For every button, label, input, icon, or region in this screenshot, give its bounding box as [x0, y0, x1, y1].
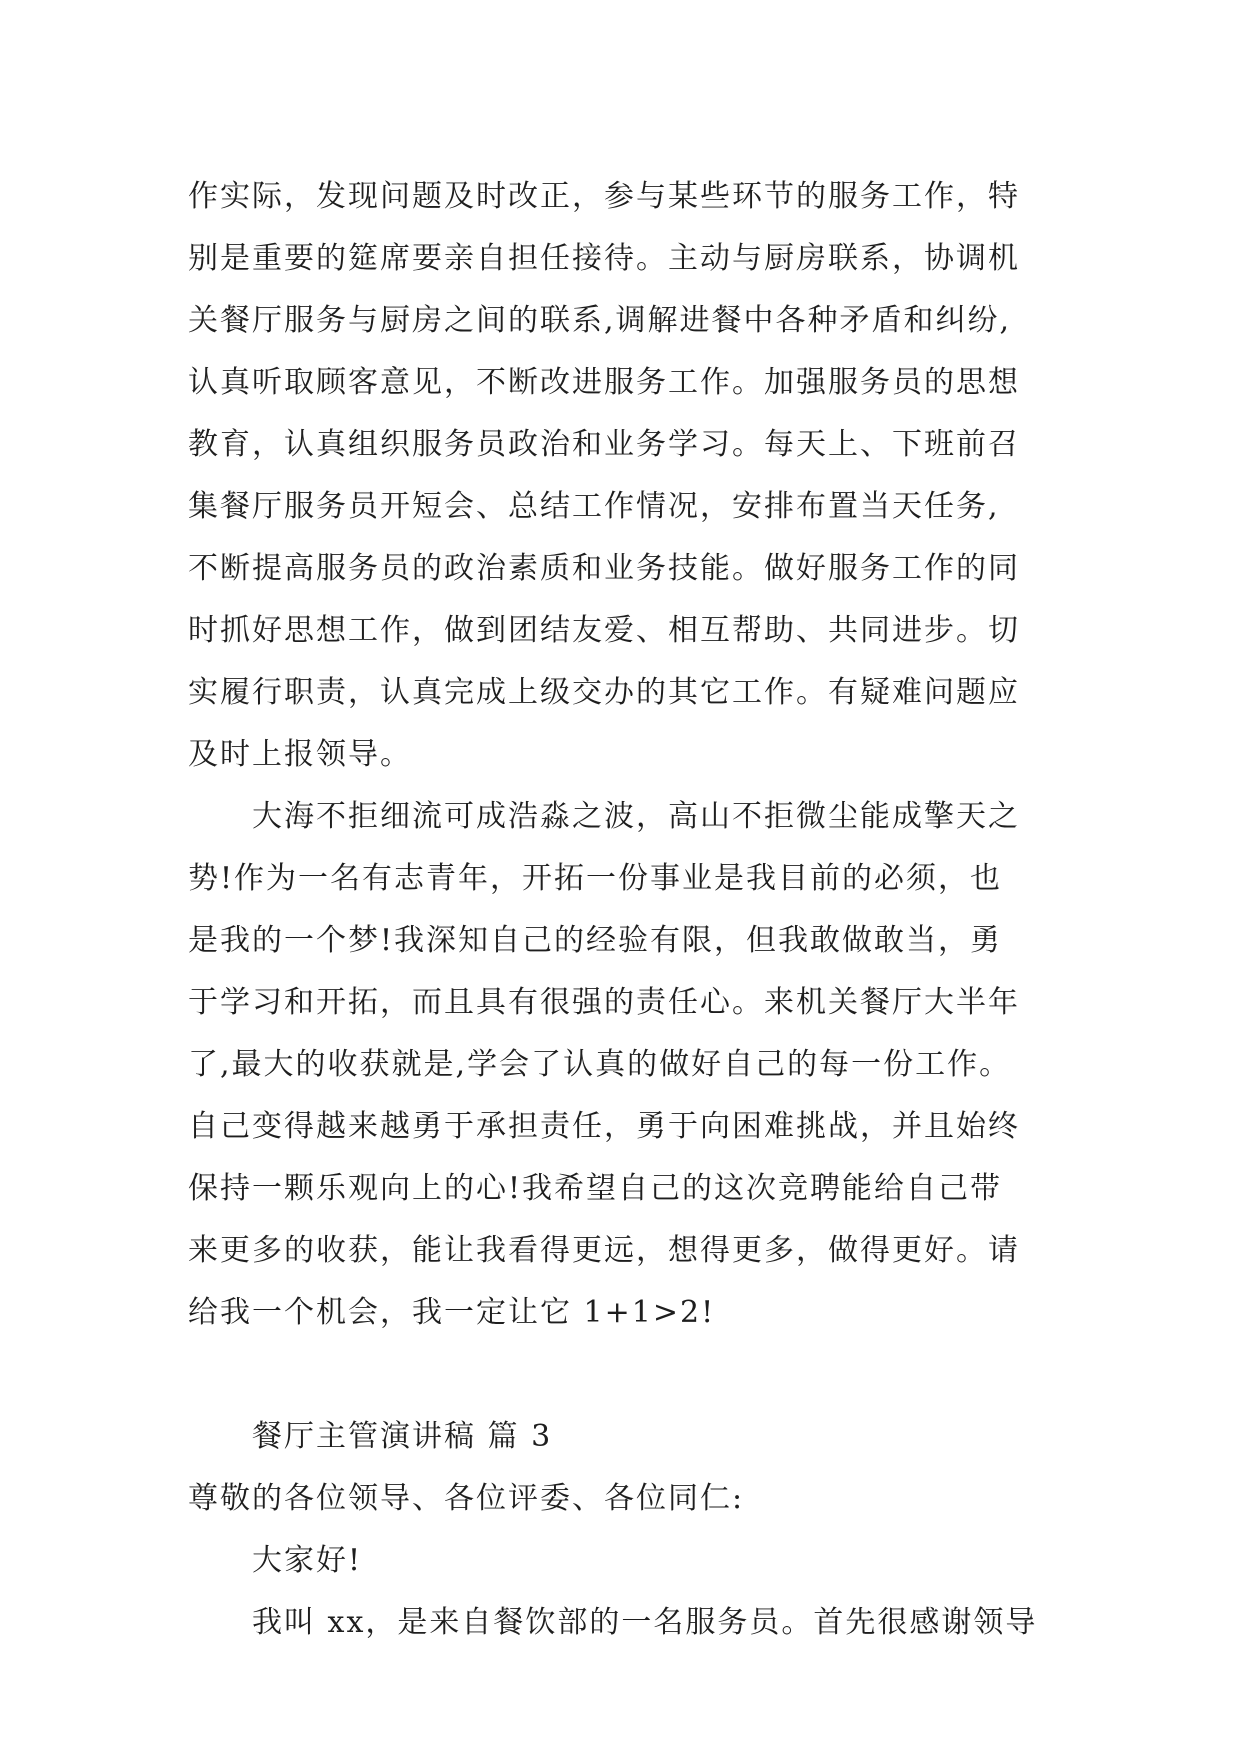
paragraph-line: 教育，认真组织服务员政治和业务学习。每天上、下班前召 [188, 427, 1020, 462]
paragraph-line: 实履行职责，认真完成上级交办的其它工作。有疑难问题应 [188, 675, 1020, 710]
intro-line: 我叫 xx，是来自餐饮部的一名服务员。首先很感谢领导 [252, 1605, 1038, 1640]
paragraph-line: 大海不拒细流可成浩淼之波，高山不拒微尘能成擎天之 [252, 799, 1020, 834]
paragraph-line: 关餐厅服务与厨房之间的联系,调解进餐中各种矛盾和纠纷, [188, 303, 1012, 338]
document-body [188, 166, 1088, 1654]
paragraph-line: 势!作为一名有志青年，开拓一份事业是我目前的必须，也 [188, 861, 1003, 896]
paragraph-line: 是我的一个梦!我深知自己的经验有限，但我敢做敢当，勇 [188, 923, 1003, 958]
section-title: 餐厅主管演讲稿 篇 3 [252, 1419, 553, 1454]
salutation: 尊敬的各位领导、各位评委、各位同仁: [188, 1481, 745, 1516]
paragraph-line: 作实际，发现问题及时改正，参与某些环节的服务工作，特 [188, 179, 1020, 214]
paragraph-line: 别是重要的筵席要亲自担任接待。主动与厨房联系，协调机 [188, 241, 1020, 276]
paragraph-line: 给我一个机会，我一定让它 1+1>2! [188, 1295, 716, 1330]
greeting: 大家好! [252, 1543, 363, 1578]
paragraph-line: 不断提高服务员的政治素质和业务技能。做好服务工作的同 [188, 551, 1020, 586]
paragraph-line: 及时上报领导。 [188, 737, 412, 772]
paragraph-line: 自己变得越来越勇于承担责任，勇于向困难挑战，并且始终 [188, 1109, 1020, 1144]
paragraph-line: 认真听取顾客意见，不断改进服务工作。加强服务员的思想 [188, 365, 1020, 400]
paragraph-line: 保持一颗乐观向上的心!我希望自己的这次竞聘能给自己带 [188, 1171, 1003, 1206]
paragraph-line: 了,最大的收获就是,学会了认真的做好自己的每一份工作。 [188, 1047, 1012, 1082]
paragraph-1 [188, 166, 1088, 786]
paragraph-line: 来更多的收获，能让我看得更远，想得更多，做得更好。请 [188, 1233, 1020, 1268]
paragraph-line: 集餐厅服务员开短会、总结工作情况，安排布置当天任务, [188, 489, 1000, 524]
paragraph-line: 于学习和开拓，而且具有很强的责任心。来机关餐厅大半年 [188, 985, 1020, 1020]
paragraph-2 [188, 786, 1088, 1344]
blank-line [188, 1344, 1088, 1406]
paragraph-line: 时抓好思想工作，做到团结友爱、相互帮助、共同进步。切 [188, 613, 1020, 648]
